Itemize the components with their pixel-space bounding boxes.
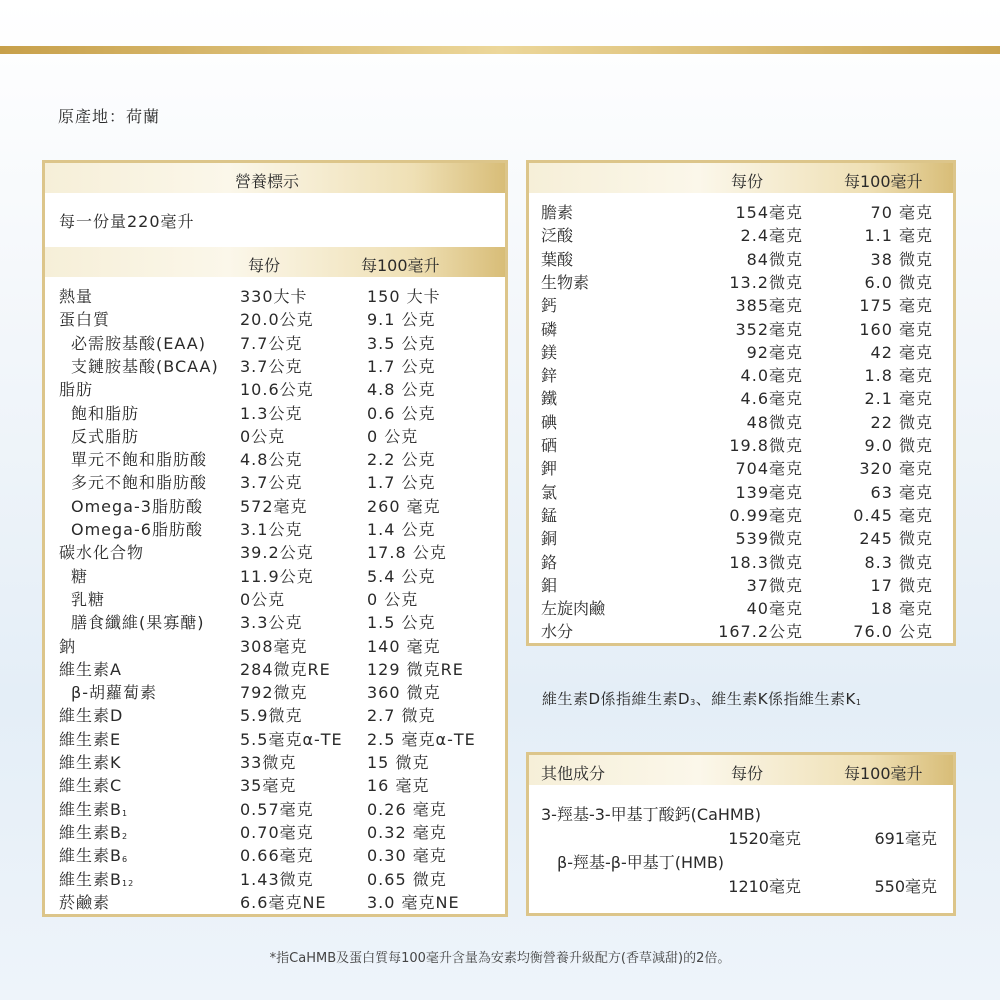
- nutrition-row: [45, 355, 505, 378]
- origin-label: 原產地：荷蘭: [58, 107, 161, 126]
- per-100ml-value: 140 毫克: [367, 636, 441, 656]
- nutrition-row: [45, 868, 505, 891]
- per-serving-value: 0.66毫克: [240, 846, 314, 866]
- per-100ml-value: 129 微克RE: [367, 659, 464, 679]
- per-100ml-value: 2.2 公克: [367, 450, 436, 470]
- per-100ml-value: 0.30 毫克: [367, 846, 447, 866]
- nutrition-row: [45, 495, 505, 518]
- nutrient-name: 飽和脂肪: [71, 403, 140, 423]
- mineral-name: 膽素: [541, 203, 574, 222]
- per-100ml-value: 0 公克: [367, 589, 419, 609]
- footnote: *指CaHMB及蛋白質每100毫升含量為安素均衡營養升級配方(香草減甜)的2倍。: [269, 951, 731, 966]
- nutrient-name: 多元不飽和脂肪酸: [71, 473, 208, 493]
- nutrient-name: 熱量: [59, 287, 94, 306]
- per-100ml-value: 150 大卡: [367, 287, 441, 306]
- mineral-row: [529, 201, 953, 224]
- per-serving-value: 4.0毫克: [740, 366, 803, 386]
- nutrition-row: [45, 588, 505, 611]
- per-100ml-value: 0.45 毫克: [853, 505, 933, 525]
- per-serving-value: 352毫克: [735, 319, 803, 339]
- other-item-1-values: [529, 827, 953, 850]
- other-item-2-per: 1210毫克: [728, 877, 801, 896]
- nutrient-name: 維生素$B_1$: [59, 799, 129, 819]
- per-serving-value: 154毫克: [735, 203, 803, 222]
- per-100ml-value: 15 微克: [367, 753, 430, 772]
- per-serving-value: 308毫克: [240, 636, 308, 656]
- per-serving-value: 792微克: [240, 683, 308, 703]
- per-100ml-value: 17 微克: [870, 575, 933, 595]
- per-serving-value: 4.8公克: [240, 450, 303, 470]
- per-serving-value: 5.9微克: [240, 706, 303, 726]
- mineral-name: 鈣: [541, 296, 558, 316]
- nutrition-row: [45, 611, 505, 634]
- mineral-row: [529, 527, 953, 550]
- nutrient-name: Omega-3脂肪酸: [71, 496, 203, 516]
- mineral-row: [529, 318, 953, 341]
- note-sub-b: 1: [855, 698, 862, 707]
- per-100ml-value: 0.32 毫克: [367, 822, 447, 842]
- other-item-2-name-row: [529, 851, 953, 874]
- nutrient-name: 單元不飽和脂肪酸: [71, 450, 208, 470]
- per-100ml-value: 1.4 公克: [367, 520, 436, 539]
- per-100ml-value: 0.65 微克: [367, 869, 447, 889]
- per-serving-value: 48微克: [746, 412, 803, 432]
- per-serving-value: 1.43微克: [240, 869, 314, 889]
- mineral-name: 鎂: [541, 342, 558, 362]
- nutrition-row: [45, 728, 505, 751]
- mineral-name: 生物素: [541, 272, 590, 292]
- nutrient-name: 維生素C: [59, 776, 123, 796]
- mineral-row: [529, 574, 953, 597]
- nutrient-name: 維生素$B_{12}$: [59, 869, 135, 889]
- mineral-name: 硒: [541, 436, 558, 455]
- mineral-name: 磷: [541, 319, 558, 339]
- mineral-row: [529, 224, 953, 247]
- other-item-2-values: [529, 875, 953, 898]
- per-serving-value: 3.1公克: [240, 520, 303, 539]
- nutrition-row: [45, 751, 505, 774]
- per-serving-value: 572毫克: [240, 496, 308, 516]
- mineral-row: [529, 411, 953, 434]
- per-100ml-value: 22 微克: [870, 412, 933, 432]
- nutrient-name: 鈉: [59, 636, 77, 656]
- per-100ml-value: 260 毫克: [367, 496, 441, 516]
- per-100ml-value: 245 微克: [859, 529, 933, 549]
- minerals-header-band: [529, 163, 953, 193]
- nutrition-row: [45, 402, 505, 425]
- nutrition-row: [45, 541, 505, 564]
- nutrient-name: 反式脂肪: [71, 426, 140, 446]
- per-100ml-value: 5.4 公克: [367, 566, 436, 586]
- nutrition-row: [45, 285, 505, 308]
- per-serving-value: 92毫克: [746, 342, 803, 362]
- per-100ml-value: 70 毫克: [870, 203, 933, 222]
- per-serving-value: 5.5毫克α-TE: [240, 729, 343, 749]
- nutrition-row: [45, 798, 505, 821]
- mineral-name: 鉀: [541, 459, 558, 479]
- per-100ml-value: 0.26 毫克: [367, 799, 447, 819]
- mineral-row: [529, 457, 953, 480]
- vitamin-note: [542, 688, 861, 709]
- nutrition-row: [45, 471, 505, 494]
- per-serving-value: 33微克: [240, 753, 297, 772]
- per-100ml-value: 8.3 微克: [864, 552, 933, 572]
- per-serving-value: 0.57毫克: [240, 799, 314, 819]
- per-serving-value: 20.0公克: [240, 310, 314, 330]
- nutrient-name: 蛋白質: [59, 310, 111, 330]
- note-sub-a: 3: [690, 698, 696, 707]
- per-serving-value: 39.2公克: [240, 543, 314, 563]
- mineral-name: 鋅: [541, 366, 558, 386]
- mineral-name: 葉酸: [541, 249, 574, 269]
- note-text-a: 維生素D係指維生素D: [542, 690, 691, 708]
- nutrient-name: 碳水化合物: [59, 543, 145, 563]
- other-header-band: [529, 755, 953, 785]
- per-100ml-value: 3.0 毫克NE: [367, 892, 460, 912]
- per-serving-value: 539微克: [735, 529, 803, 549]
- per-serving-value: 284微克RE: [240, 659, 331, 679]
- nutrient-name: 糖: [71, 566, 89, 586]
- mineral-name: 氯: [541, 482, 558, 502]
- nutrient-subscript: 2: [121, 831, 129, 841]
- per-serving-value: 0.70毫克: [240, 822, 314, 842]
- nutrition-row: [45, 518, 505, 541]
- mineral-name: 水分: [541, 622, 574, 642]
- mineral-name: 左旋肉鹼: [541, 599, 606, 619]
- per-serving-value: 0公克: [240, 589, 286, 609]
- other-item-2-name: β-羥基-β-甲基丁(HMB): [557, 853, 725, 872]
- nutrition-row: [45, 565, 505, 588]
- per-100ml-value: 160 毫克: [859, 319, 933, 339]
- mineral-row: [529, 387, 953, 410]
- per-100ml-value: 17.8 公克: [367, 543, 447, 563]
- col-per-100ml-right: 每100毫升: [844, 172, 923, 191]
- per-serving-value: 167.2公克: [718, 622, 803, 642]
- other-title: 其他成分: [541, 764, 606, 783]
- nutrient-subscript: 12: [121, 878, 135, 888]
- per-100ml-value: 4.8 公克: [367, 380, 436, 400]
- per-serving-value: 1.3公克: [240, 403, 303, 423]
- mineral-row: [529, 294, 953, 317]
- per-100ml-value: 2.5 毫克α-TE: [367, 729, 476, 749]
- per-100ml-value: 18 毫克: [870, 599, 933, 619]
- nutrition-row: [45, 635, 505, 658]
- mineral-row: [529, 504, 953, 527]
- per-serving-value: 6.6毫克NE: [240, 892, 327, 912]
- other-item-1-name-row: [529, 803, 953, 826]
- mineral-row: [529, 481, 953, 504]
- other-item-1-name: 3-羥基-3-甲基丁酸鈣(CaHMB): [541, 805, 761, 824]
- per-serving-value: 0.99毫克: [729, 505, 803, 525]
- per-100ml-value: 9.1 公克: [367, 310, 436, 330]
- per-100ml-value: 1.1 毫克: [864, 226, 933, 246]
- nutrient-name: 必需胺基酸(EAA): [71, 333, 206, 353]
- per-100ml-value: 9.0 微克: [864, 436, 933, 455]
- col-per-serving-right: 每份: [731, 172, 764, 191]
- mineral-name: 鐵: [541, 389, 558, 409]
- per-serving-value: 84微克: [746, 249, 803, 269]
- top-gold-bar: [0, 46, 1000, 54]
- per-100ml-value: 0 公克: [367, 426, 419, 446]
- serving-size: 每一份量220毫升: [59, 212, 195, 231]
- other-ingredients-panel: [526, 752, 956, 916]
- per-serving-value: 3.7公克: [240, 473, 303, 493]
- mineral-row: [529, 551, 953, 574]
- nutrient-name: 乳糖: [71, 589, 106, 609]
- per-100ml-value: 1.7 公克: [367, 473, 436, 493]
- nutrient-name: 支鏈胺基酸(BCAA): [71, 356, 219, 376]
- other-col-per-100ml: 每100毫升: [844, 764, 923, 783]
- per-100ml-value: 2.1 毫克: [864, 389, 933, 409]
- column-header-band: [45, 247, 505, 277]
- per-100ml-value: 6.0 微克: [864, 272, 933, 292]
- per-serving-value: 330大卡: [240, 287, 308, 306]
- other-item-1-per: 1520毫克: [728, 829, 801, 848]
- nutrient-name: 菸鹼素: [59, 892, 111, 912]
- nutrition-row: [45, 891, 505, 914]
- per-serving-value: 385毫克: [735, 296, 803, 316]
- mineral-row: [529, 271, 953, 294]
- col-per-serving: 每份: [248, 256, 281, 275]
- per-100ml-value: 16 毫克: [367, 776, 430, 796]
- mineral-row: [529, 620, 953, 643]
- per-100ml-value: 0.6 公克: [367, 403, 436, 423]
- per-serving-value: 18.3微克: [729, 552, 803, 572]
- per-serving-value: 35毫克: [240, 776, 297, 796]
- nutrition-row: [45, 448, 505, 471]
- nutrient-subscript: 6: [121, 855, 129, 865]
- col-per-100ml: 每100毫升: [361, 256, 440, 275]
- per-100ml-value: 76.0 公克: [853, 622, 933, 642]
- mineral-name: 銅: [541, 529, 558, 549]
- per-100ml-value: 42 毫克: [870, 342, 933, 362]
- mineral-name: 錳: [541, 505, 558, 525]
- per-serving-value: 2.4毫克: [740, 226, 803, 246]
- mineral-row: [529, 364, 953, 387]
- nutrient-name: β-胡蘿蔔素: [71, 683, 157, 703]
- per-serving-value: 139毫克: [735, 482, 803, 502]
- nutrition-row: [45, 844, 505, 867]
- per-serving-value: 37微克: [746, 575, 803, 595]
- nutrient-name: 膳食纖維(果寡醣): [71, 613, 205, 633]
- note-text-b: 、維生素K係指維生素K: [695, 690, 856, 708]
- nutrition-row: [45, 774, 505, 797]
- mineral-row: [529, 248, 953, 271]
- per-serving-value: 3.3公克: [240, 613, 303, 633]
- nutrient-name: 維生素A: [59, 659, 122, 679]
- per-100ml-value: 2.7 微克: [367, 706, 436, 726]
- mineral-row: [529, 434, 953, 457]
- mineral-name: 鉬: [541, 575, 558, 595]
- per-100ml-value: 1.7 公克: [367, 356, 436, 376]
- mineral-row: [529, 597, 953, 620]
- per-100ml-value: 175 毫克: [859, 296, 933, 316]
- nutrition-row: [45, 378, 505, 401]
- per-serving-value: 704毫克: [735, 459, 803, 479]
- nutrition-row: [45, 425, 505, 448]
- per-100ml-value: 3.5 公克: [367, 333, 436, 353]
- nutrition-row: [45, 681, 505, 704]
- nutrition-title: 營養標示: [235, 172, 300, 191]
- per-serving-value: 19.8微克: [729, 436, 803, 455]
- nutrition-row: [45, 821, 505, 844]
- nutrition-row: [45, 332, 505, 355]
- nutrient-name: Omega-6脂肪酸: [71, 520, 203, 539]
- nutrition-row: [45, 658, 505, 681]
- per-100ml-value: 1.5 公克: [367, 613, 436, 633]
- mineral-name: 泛酸: [541, 226, 574, 246]
- nutrient-subscript: 1: [121, 808, 129, 818]
- mineral-row: [529, 341, 953, 364]
- nutrient-name: 維生素$B_6$: [59, 846, 129, 866]
- per-100ml-value: 360 微克: [367, 683, 441, 703]
- nutrient-name: 脂肪: [59, 380, 94, 400]
- nutrient-name: 維生素K: [59, 753, 122, 772]
- other-col-per-serving: 每份: [731, 764, 764, 783]
- nutrition-row: [45, 308, 505, 331]
- per-100ml-value: 320 毫克: [859, 459, 933, 479]
- nutrition-facts-panel: [42, 160, 508, 917]
- nutrient-name: 維生素$B_2$: [59, 822, 129, 842]
- other-item-1-per100: 691毫克: [874, 829, 937, 848]
- minerals-panel: [526, 160, 956, 646]
- nutrient-name: 維生素D: [59, 706, 124, 726]
- per-serving-value: 0公克: [240, 426, 286, 446]
- per-serving-value: 4.6毫克: [740, 389, 803, 409]
- other-item-2-per100: 550毫克: [874, 877, 937, 896]
- per-serving-value: 7.7公克: [240, 333, 303, 353]
- per-serving-value: 3.7公克: [240, 356, 303, 376]
- per-serving-value: 10.6公克: [240, 380, 314, 400]
- nutrition-title-band: [45, 163, 505, 193]
- per-100ml-value: 63 毫克: [870, 482, 933, 502]
- per-serving-value: 11.9公克: [240, 566, 314, 586]
- nutrient-name: 維生素E: [59, 729, 122, 749]
- nutrition-row: [45, 704, 505, 727]
- per-serving-value: 13.2微克: [729, 272, 803, 292]
- mineral-name: 碘: [541, 412, 558, 432]
- per-100ml-value: 38 微克: [870, 249, 933, 269]
- per-100ml-value: 1.8 毫克: [864, 366, 933, 386]
- mineral-name: 鉻: [541, 552, 558, 572]
- per-serving-value: 40毫克: [746, 599, 803, 619]
